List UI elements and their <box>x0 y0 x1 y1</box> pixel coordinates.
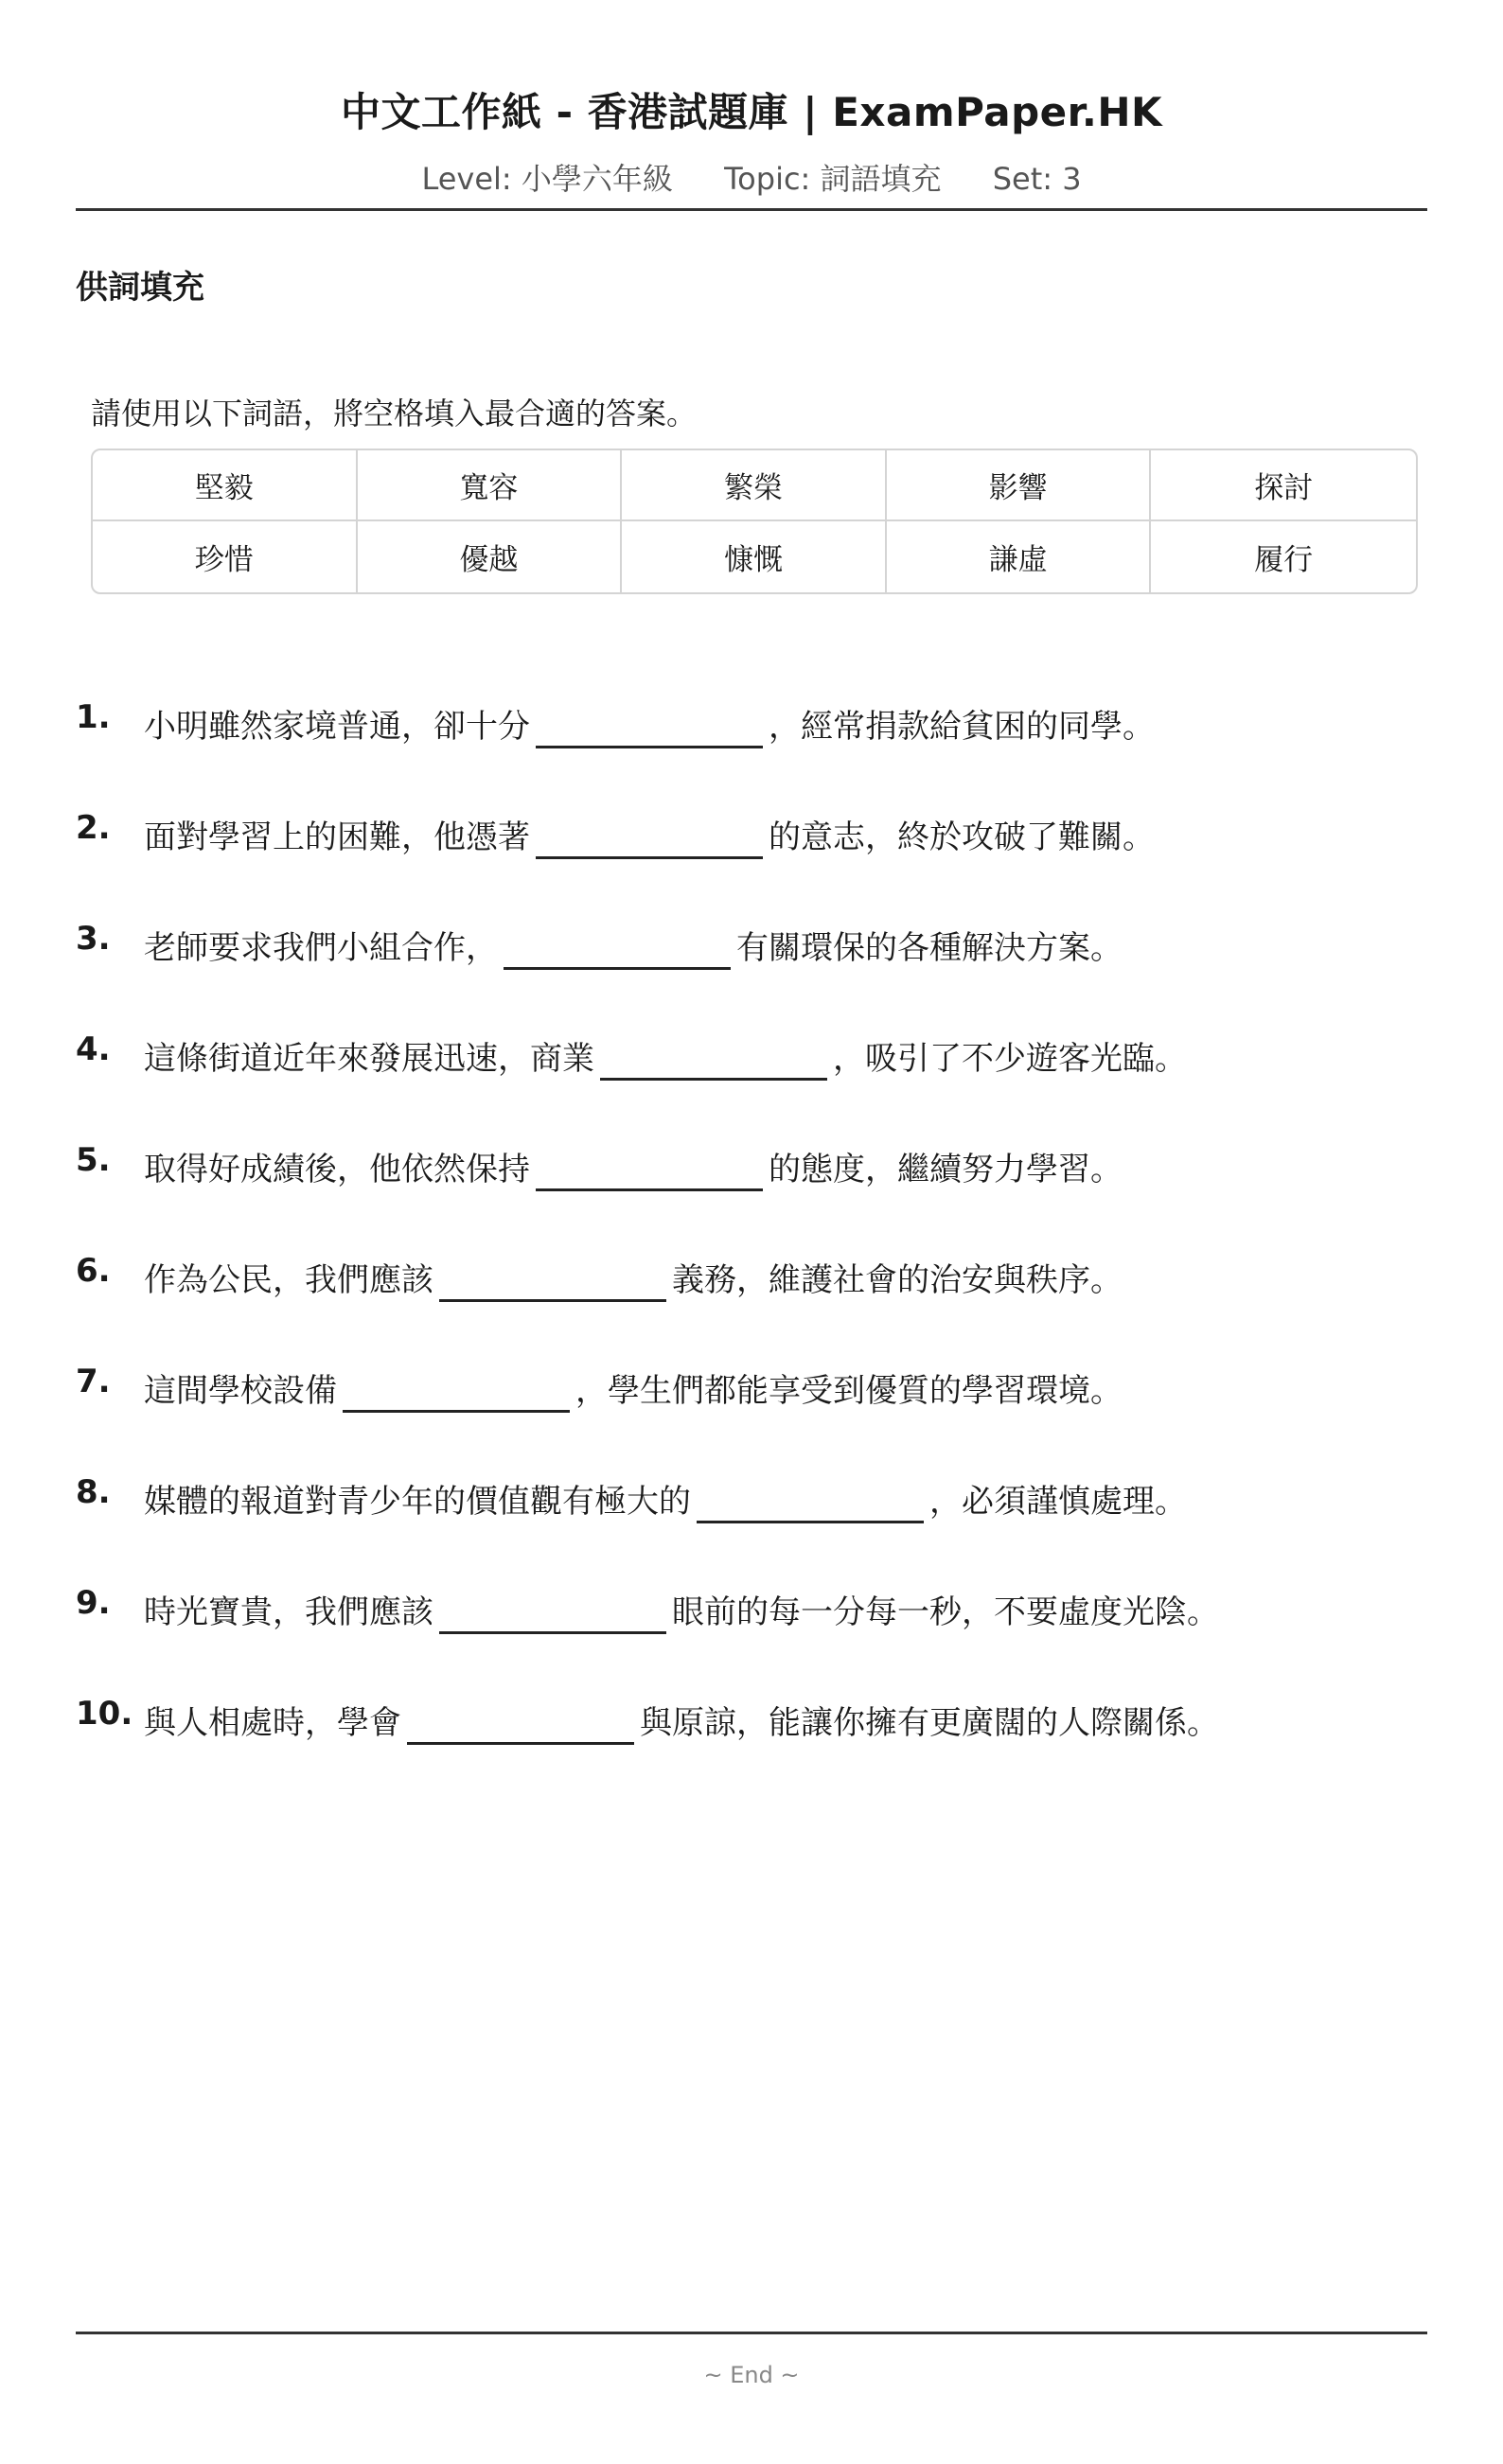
question-item <box>76 698 1427 809</box>
question-number: 1. <box>76 698 111 736</box>
answer-blank[interactable] <box>600 1040 827 1081</box>
question-text-after: 義務，維護社會的治安與秩序。 <box>672 1261 1123 1299</box>
question-text-after: 有關環保的各種解決方案。 <box>736 929 1123 967</box>
question-text <box>144 922 1123 970</box>
word-bank-cell: 寬容 <box>358 450 623 521</box>
question-text-before: 這條街道近年來發展迅速，商業 <box>144 1040 594 1078</box>
word-bank-cell: 堅毅 <box>93 450 358 521</box>
question-text-after: 眼前的每一分每一秒，不要虛度光陰。 <box>672 1593 1219 1631</box>
question-number: 7. <box>76 1363 111 1400</box>
end-marker: ~ End ~ <box>703 2362 800 2388</box>
question-text-before: 時光寶貴，我們應該 <box>144 1593 433 1631</box>
level-label: Level: 小學六年級 <box>421 161 673 197</box>
question-item <box>76 1141 1427 1252</box>
question-item <box>76 1252 1427 1363</box>
question-item <box>76 1695 1427 1805</box>
answer-blank[interactable] <box>407 1704 634 1745</box>
instruction-text: 請使用以下詞語，將空格填入最合適的答案。 <box>91 396 698 431</box>
answer-blank[interactable] <box>504 929 731 970</box>
question-text <box>144 1254 1123 1302</box>
topic-label: Topic: 詞語填充 <box>724 161 942 197</box>
question-text-after: 的態度，繼續努力學習。 <box>769 1151 1123 1188</box>
answer-blank[interactable] <box>439 1261 666 1302</box>
question-text <box>144 811 1155 859</box>
word-bank-cell: 慷慨 <box>622 521 887 592</box>
header-divider <box>76 208 1427 211</box>
question-number: 9. <box>76 1584 111 1622</box>
question-text-before: 作為公民，我們應該 <box>144 1261 433 1299</box>
question-text <box>144 1586 1219 1634</box>
question-number: 10. <box>76 1695 133 1733</box>
word-bank-cell: 優越 <box>358 521 623 592</box>
question-number: 4. <box>76 1030 111 1068</box>
question-text-after: ，經常捐款給貧困的同學。 <box>769 708 1155 746</box>
question-text-before: 取得好成績後，他依然保持 <box>144 1151 530 1188</box>
question-item <box>76 1584 1427 1695</box>
question-text-after: 與原諒，能讓你擁有更廣闊的人際關係。 <box>640 1704 1219 1742</box>
question-text <box>144 1364 1123 1413</box>
answer-blank[interactable] <box>536 818 763 859</box>
answer-blank[interactable] <box>343 1372 570 1413</box>
question-text-before: 老師要求我們小組合作， <box>144 929 498 967</box>
question-text-before: 這間學校設備 <box>144 1372 337 1410</box>
question-number: 5. <box>76 1141 111 1179</box>
answer-blank[interactable] <box>439 1593 666 1634</box>
answer-blank[interactable] <box>536 1151 763 1191</box>
word-bank-cell: 謙虛 <box>887 521 1152 592</box>
question-list <box>76 698 1427 1805</box>
worksheet-meta <box>76 155 1427 199</box>
question-number: 2. <box>76 809 111 847</box>
question-text-after: ，學生們都能享受到優質的學習環境。 <box>575 1372 1123 1410</box>
question-text <box>144 700 1155 748</box>
question-text <box>144 1697 1219 1745</box>
section-title: 供詞填充 <box>76 269 204 307</box>
footer-divider <box>76 2332 1427 2334</box>
question-text <box>144 1475 1187 1523</box>
question-text-after: ，必須謹慎處理。 <box>929 1483 1187 1521</box>
answer-blank[interactable] <box>697 1483 924 1523</box>
question-text-after: 的意志，終於攻破了難關。 <box>769 818 1155 856</box>
question-text <box>144 1143 1123 1191</box>
question-text <box>144 1032 1187 1081</box>
set-label: Set: 3 <box>992 161 1082 197</box>
question-number: 8. <box>76 1473 111 1511</box>
question-text-before: 媒體的報道對青少年的價值觀有極大的 <box>144 1483 691 1521</box>
page-title: 中文工作紙 - 香港試題庫 | ExamPaper.HK <box>340 89 1163 135</box>
question-item <box>76 920 1427 1030</box>
question-text-before: 面對學習上的困難，他憑著 <box>144 818 530 856</box>
word-bank-cell: 探討 <box>1151 450 1416 521</box>
word-bank-cell: 影響 <box>887 450 1152 521</box>
page-header <box>76 81 1427 199</box>
question-number: 3. <box>76 920 111 958</box>
word-bank-cell: 繁榮 <box>622 450 887 521</box>
answer-blank[interactable] <box>536 708 763 748</box>
word-bank-cell: 珍惜 <box>93 521 358 592</box>
question-text-after: ，吸引了不少遊客光臨。 <box>833 1040 1187 1078</box>
question-item <box>76 1363 1427 1473</box>
question-item <box>76 1473 1427 1584</box>
question-text-before: 小明雖然家境普通，卻十分 <box>144 708 530 746</box>
question-text-before: 與人相處時，學會 <box>144 1704 401 1742</box>
question-number: 6. <box>76 1252 111 1290</box>
question-item <box>76 1030 1427 1141</box>
word-bank-table <box>91 449 1418 594</box>
question-item <box>76 809 1427 920</box>
word-bank-cell: 履行 <box>1254 543 1314 577</box>
